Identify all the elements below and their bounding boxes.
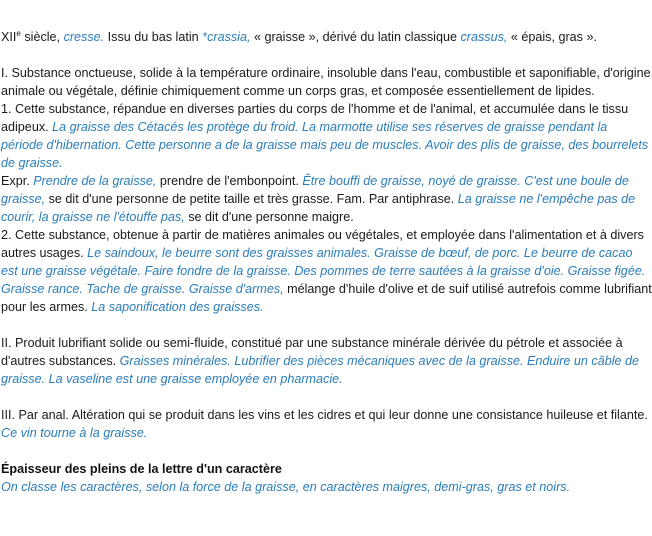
section-2 xyxy=(1,334,652,388)
sense-2-example-c: La saponification des graisses. xyxy=(91,300,264,314)
sense-2-text-b: mélange d'huile d'olive et de suif utilisé autrefois comme lubrifiant pour les armes. xyxy=(1,282,652,314)
expr-example: Prendre de la graisse, xyxy=(33,174,157,188)
expr-text: prendre de l'embonpoint. xyxy=(156,174,303,188)
etymology-example: *crassia, xyxy=(202,30,251,44)
section-3 xyxy=(1,406,652,442)
etymology-text: « épais, gras ». xyxy=(507,30,597,44)
section-2-examples: Graisses minérales. Lubrifier des pièces mécaniques avec de la graisse. Enduire un câble de graisse. La vaseline est une graisse employée en pharmacie. xyxy=(1,354,640,386)
section-2-text: II. Produit lubrifiant solide ou semi-fluide, constitué par une substance minérale dérivée du pétrole et associée à d'autres substances. xyxy=(1,336,623,368)
etymology-century-sup: e xyxy=(16,29,21,38)
etymology-text: « graisse », dérivé du latin classique xyxy=(250,30,461,44)
etymology-example: cresse. xyxy=(63,30,105,44)
section-1-intro: I. Substance onctueuse, solide à la température ordinaire, insoluble dans l'eau, combustible et saponifiable, d'origine animale ou végétale, définie chimiquement comme un corps gras, et composée essentiellement de lipides. xyxy=(1,66,651,98)
etymology xyxy=(1,28,652,46)
etymology-century: XII xyxy=(1,30,17,44)
sense-2-text: 2. Cette substance, obtenue à partir de matières animales ou végétales, et employée dans l'alimentation et à divers autres usages. xyxy=(1,228,644,260)
section-1-sense-1 xyxy=(1,100,652,226)
expr-example-2: Être bouffi de graisse, noyé de graisse. C'est une boule de graisse, xyxy=(1,174,629,206)
etymology-text: siècle, xyxy=(20,30,64,44)
etymology-text: Issu du bas latin xyxy=(104,30,203,44)
expr-text-3: se dit d'une personne maigre. xyxy=(184,210,354,224)
etymology-example: crassus, xyxy=(460,30,508,44)
section-3-example: Ce vin tourne à la graisse. xyxy=(1,426,148,440)
section-3-text: III. Par anal. Altération qui se produit dans les vins et les cidres et qui leur donne une consistance huileuse et filante. xyxy=(1,408,648,422)
section-1-sense-2 xyxy=(1,226,652,316)
sense-1-examples: La graisse des Cétacés les protège du froid. La marmotte utilise ses réserves de graisse pendant la période d'hibernation. Cette personne a de la graisse mais peu de muscles. Avoir des plis de graisse, des bourrelets de graisse. xyxy=(1,120,649,170)
expr-text-2: se dit d'une personne de petite taille et très grasse. Fam. Par antiphrase. xyxy=(45,192,458,206)
expr-example-3: La graisse ne l'empêche pas de courir, la graisse ne l'étouffe pas, xyxy=(1,192,636,224)
sense-2-examples: Le saindoux, le beurre sont des graisses animales. Graisse de bœuf, de porc. Le beurre de cacao est une graisse végétale. Faire fondre de la graisse. Des pommes de terre sautées à la graisse d'oie. Graisse figée. Graisse rance. Tache de graisse. Graisse d'armes, xyxy=(1,246,646,296)
typography-heading: Épaisseur des pleins de la lettre d'un caractère xyxy=(1,462,282,476)
expr-label: Expr. xyxy=(1,174,30,188)
typography-example: On classe les caractères, selon la force de la graisse, en caractères maigres, demi-gras, gras et noirs. xyxy=(1,480,571,494)
sense-1-text: 1. Cette substance, répandue en diverses parties du corps de l'homme et de l'animal, et accumulée dans le tissu adipeux. xyxy=(1,102,629,134)
